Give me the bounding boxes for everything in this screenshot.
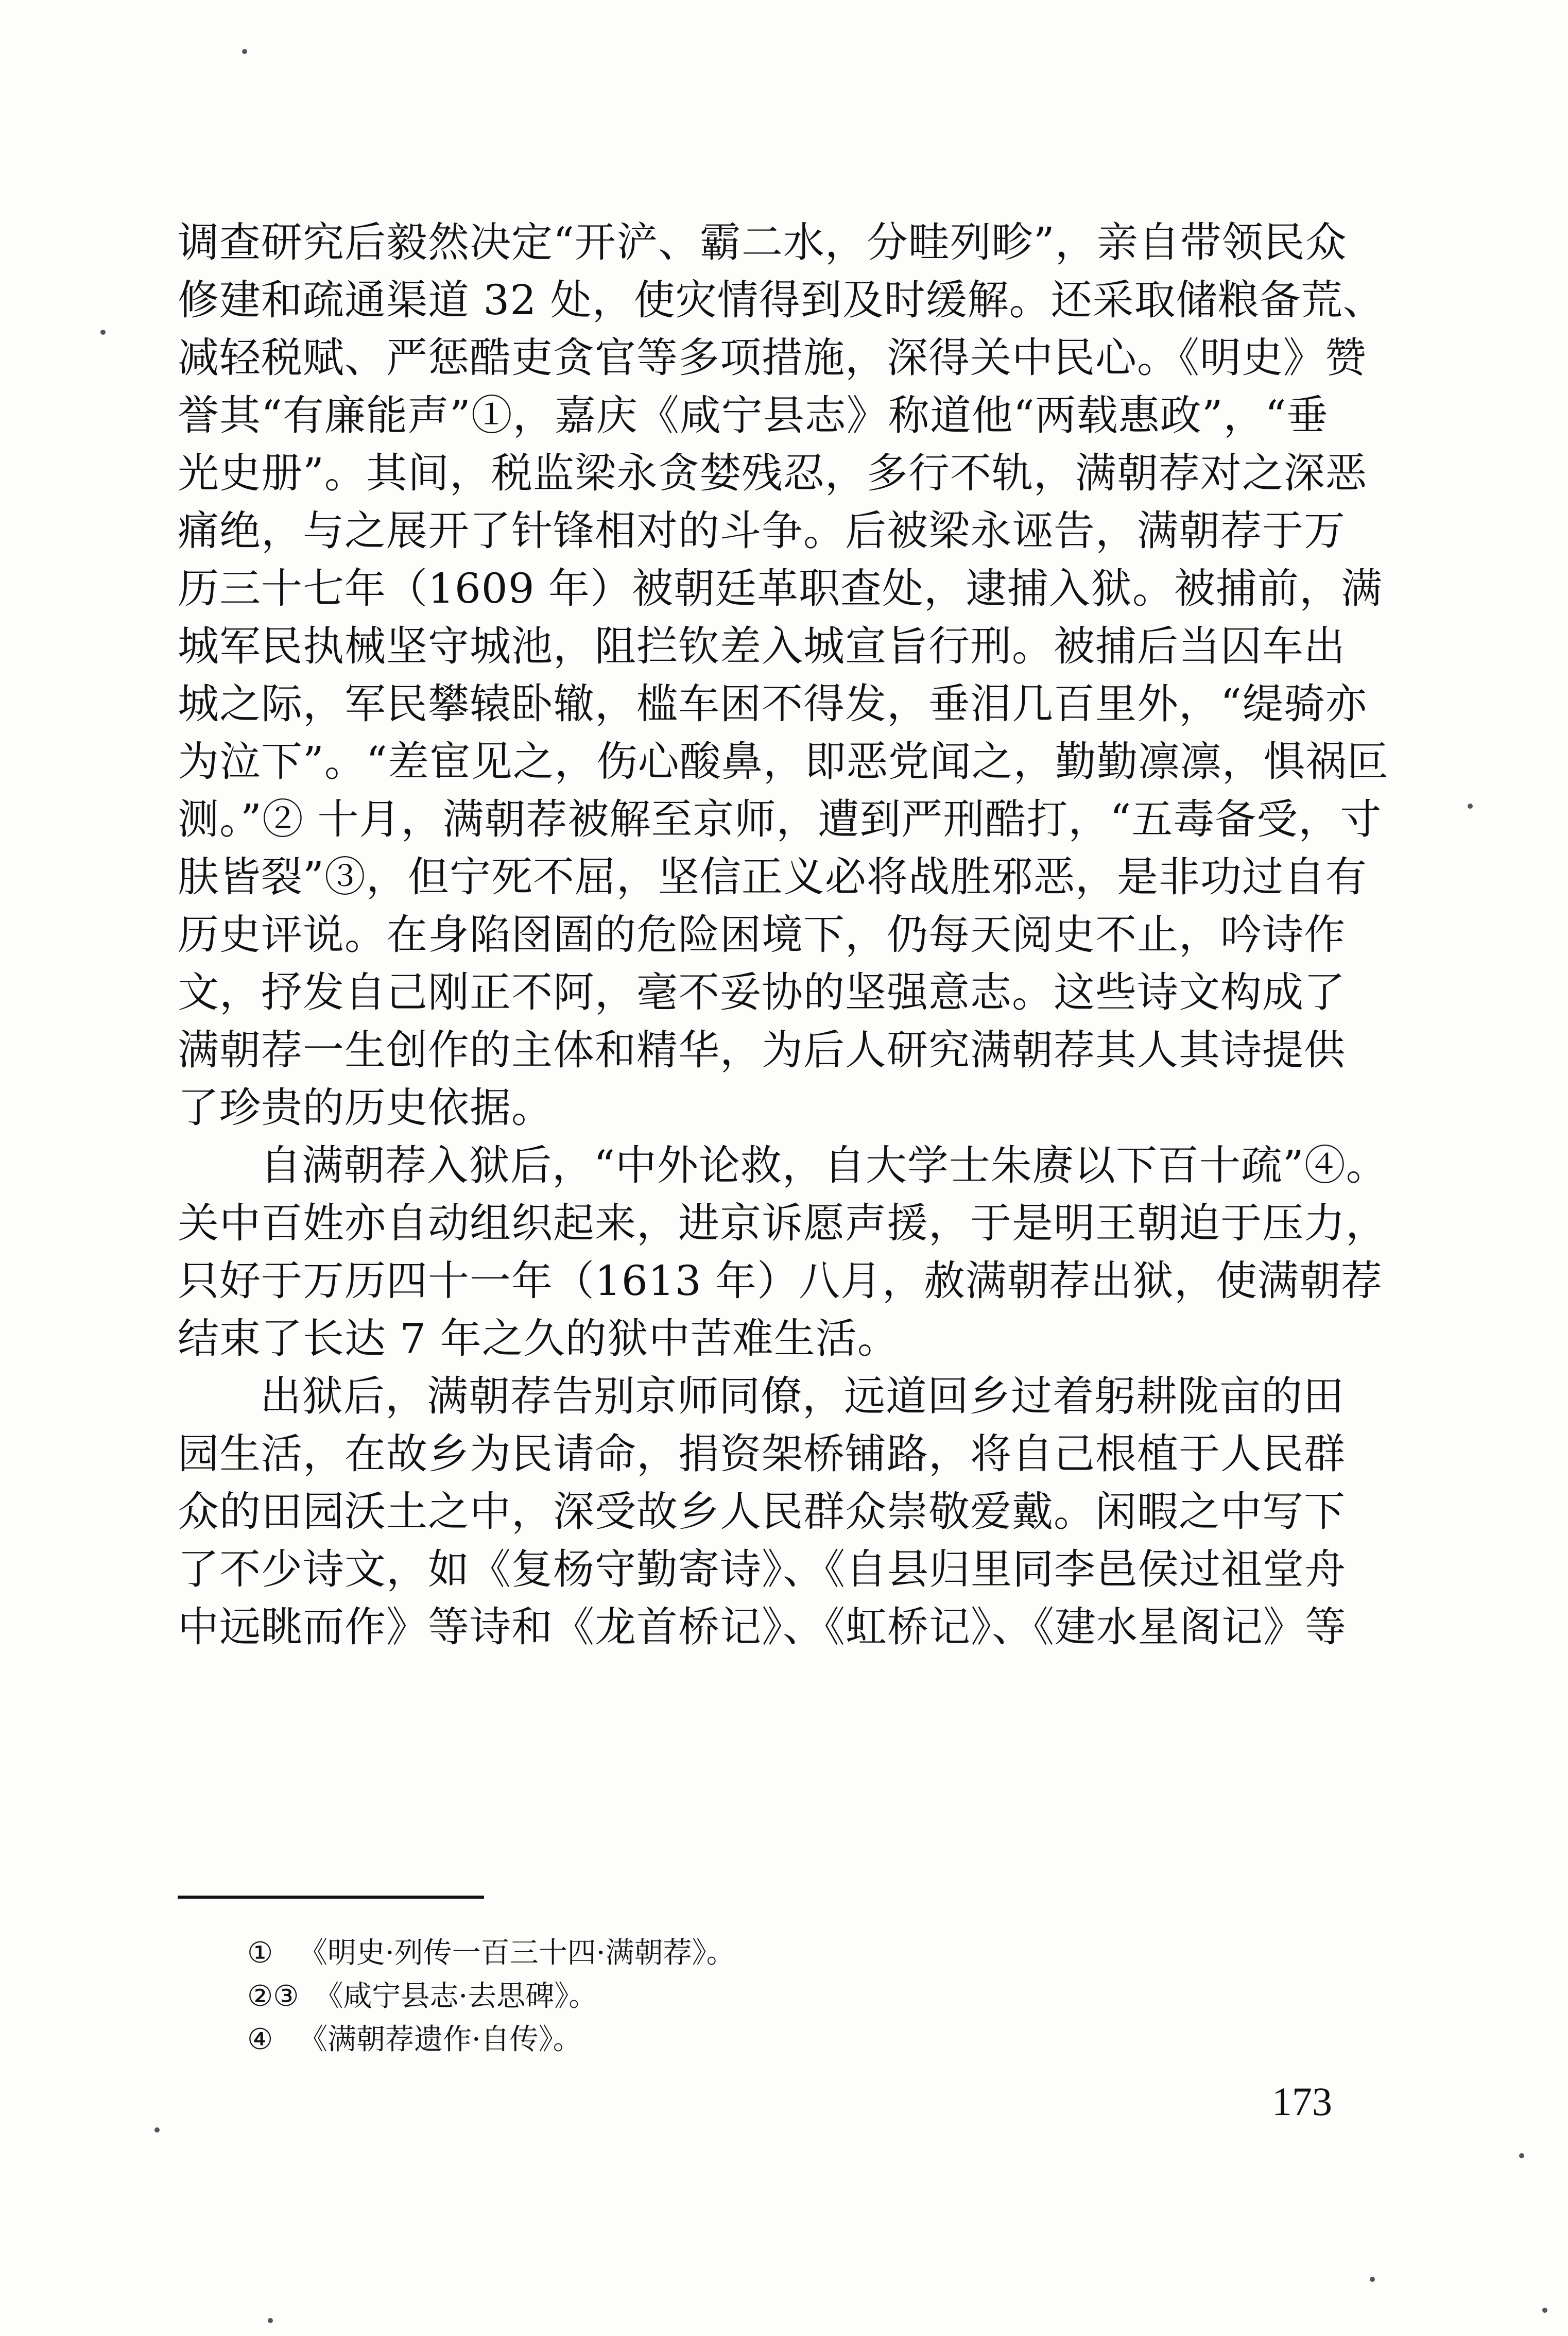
footnote <box>247 1932 1277 1975</box>
text-line: 测。”② 十月，满朝荐被解至京师，遭到严刑酷打，“五毒备受，寸 <box>178 795 1382 843</box>
text-line: 城之际，军民攀辕卧辙，槛车困不得发，垂泪几百里外，“缇骑亦 <box>178 680 1367 728</box>
text-line: 痛绝，与之展开了针锋相对的斗争。后被梁永诬告，满朝荐于万 <box>178 507 1346 555</box>
paragraph-start-line: 自满朝荐入狱后，“中外论救，自大学士朱赓以下百十疏”④。 <box>260 1141 1388 1189</box>
scan-speck <box>100 330 106 335</box>
text-line: 历史评说。在身陷囹圄的危险困境下，仍每天阅史不止，吟诗作 <box>178 911 1346 959</box>
text-line: 城军民执械坚守城池，阻拦钦差入城宣旨行刑。被捕后当囚车出 <box>178 622 1346 670</box>
text-line: 文，抒发自己刚正不阿，毫不妥协的坚强意志。这些诗文构成了 <box>178 968 1346 1016</box>
scan-speck <box>1519 2153 1524 2158</box>
text-line: 肤皆裂”③，但宁死不屈，坚信正义必将战胜邪恶，是非功过自有 <box>178 853 1367 901</box>
text-line: 誉其“有廉能声”①，嘉庆《咸宁县志》称道他“两载惠政”，“垂 <box>178 391 1329 439</box>
text-line: 关中百姓亦自动组织起来，进京诉愿声援，于是明王朝迫于压力， <box>178 1199 1387 1247</box>
footnote <box>247 1975 1277 2018</box>
text-line: 园生活，在故乡为民请命，捐资架桥铺路，将自己根植于人民群 <box>178 1430 1346 1478</box>
scan-speck <box>1542 2308 1547 2313</box>
text-line: 满朝荐一生创作的主体和精华，为后人研究满朝荐其人其诗提供 <box>178 1026 1346 1074</box>
text-line: 减轻税赋、严惩酷吏贪官等多项措施，深得关中民心。《明史》赞 <box>178 334 1367 382</box>
scan-speck <box>1370 2277 1375 2282</box>
text-line: 结束了长达 7 年之久的狱中苦难生活。 <box>178 1315 899 1362</box>
scan-speck <box>154 2127 160 2133</box>
footnote-mark: ②③ <box>247 1980 299 2013</box>
footnote <box>247 2018 1277 2061</box>
footnote-text: 《满朝荐遗作·自传》。 <box>299 2023 582 2056</box>
footnote-mark: ④ <box>247 2023 273 2056</box>
footnote-text: 《咸宁县志·去思碑》。 <box>314 1980 598 2013</box>
text-line: 修建和疏通渠道 32 处，使灾情得到及时缓解。还采取储粮备荒、 <box>178 276 1385 324</box>
text-line: 历三十七年（1609 年）被朝廷革职查处，逮捕入狱。被捕前，满 <box>178 565 1383 612</box>
text-line: 了珍贵的历史依据。 <box>178 1084 553 1132</box>
text-line: 调查研究后毅然决定“开浐、霸二水，分畦列畛”，亲自带领民众 <box>178 218 1347 266</box>
footnote-mark: ① <box>247 1936 273 1970</box>
footnote-text: 《明史·列传一百三十四·满朝荐》。 <box>299 1936 735 1970</box>
footnote-divider <box>178 1896 484 1899</box>
footnotes <box>247 1932 1277 2061</box>
paragraph-start-line: 出狱后，满朝荐告别京师同僚，远道回乡过着躬耕陇亩的田 <box>260 1372 1345 1420</box>
text-line: 中远眺而作》等诗和《龙首桥记》、《虹桥记》、《建水星阁记》等 <box>178 1603 1347 1651</box>
text-line: 光史册”。其间，税监梁永贪婪残忍，多行不轨，满朝荐对之深恶 <box>178 449 1367 497</box>
scan-speck <box>268 2318 273 2323</box>
page-number: 173 <box>1272 2079 1332 2124</box>
scan-speck <box>242 49 247 54</box>
main-text <box>178 214 1406 1656</box>
text-line: 众的田园沃土之中，深受故乡人民群众崇敬爱戴。闲暇之中写下 <box>178 1488 1346 1536</box>
text-line: 了不少诗文，如《复杨守勤寄诗》、《自县归里同李邑侯过祖堂舟 <box>178 1545 1346 1593</box>
text-line: 只好于万历四十一年（1613 年）八月，赦满朝荐出狱，使满朝荐 <box>178 1257 1383 1305</box>
scan-speck <box>1468 804 1473 809</box>
text-line: 为泣下”。“差宦见之，伤心酸鼻，即恶党闻之，勤勤凛凛，惧祸叵 <box>178 738 1389 786</box>
